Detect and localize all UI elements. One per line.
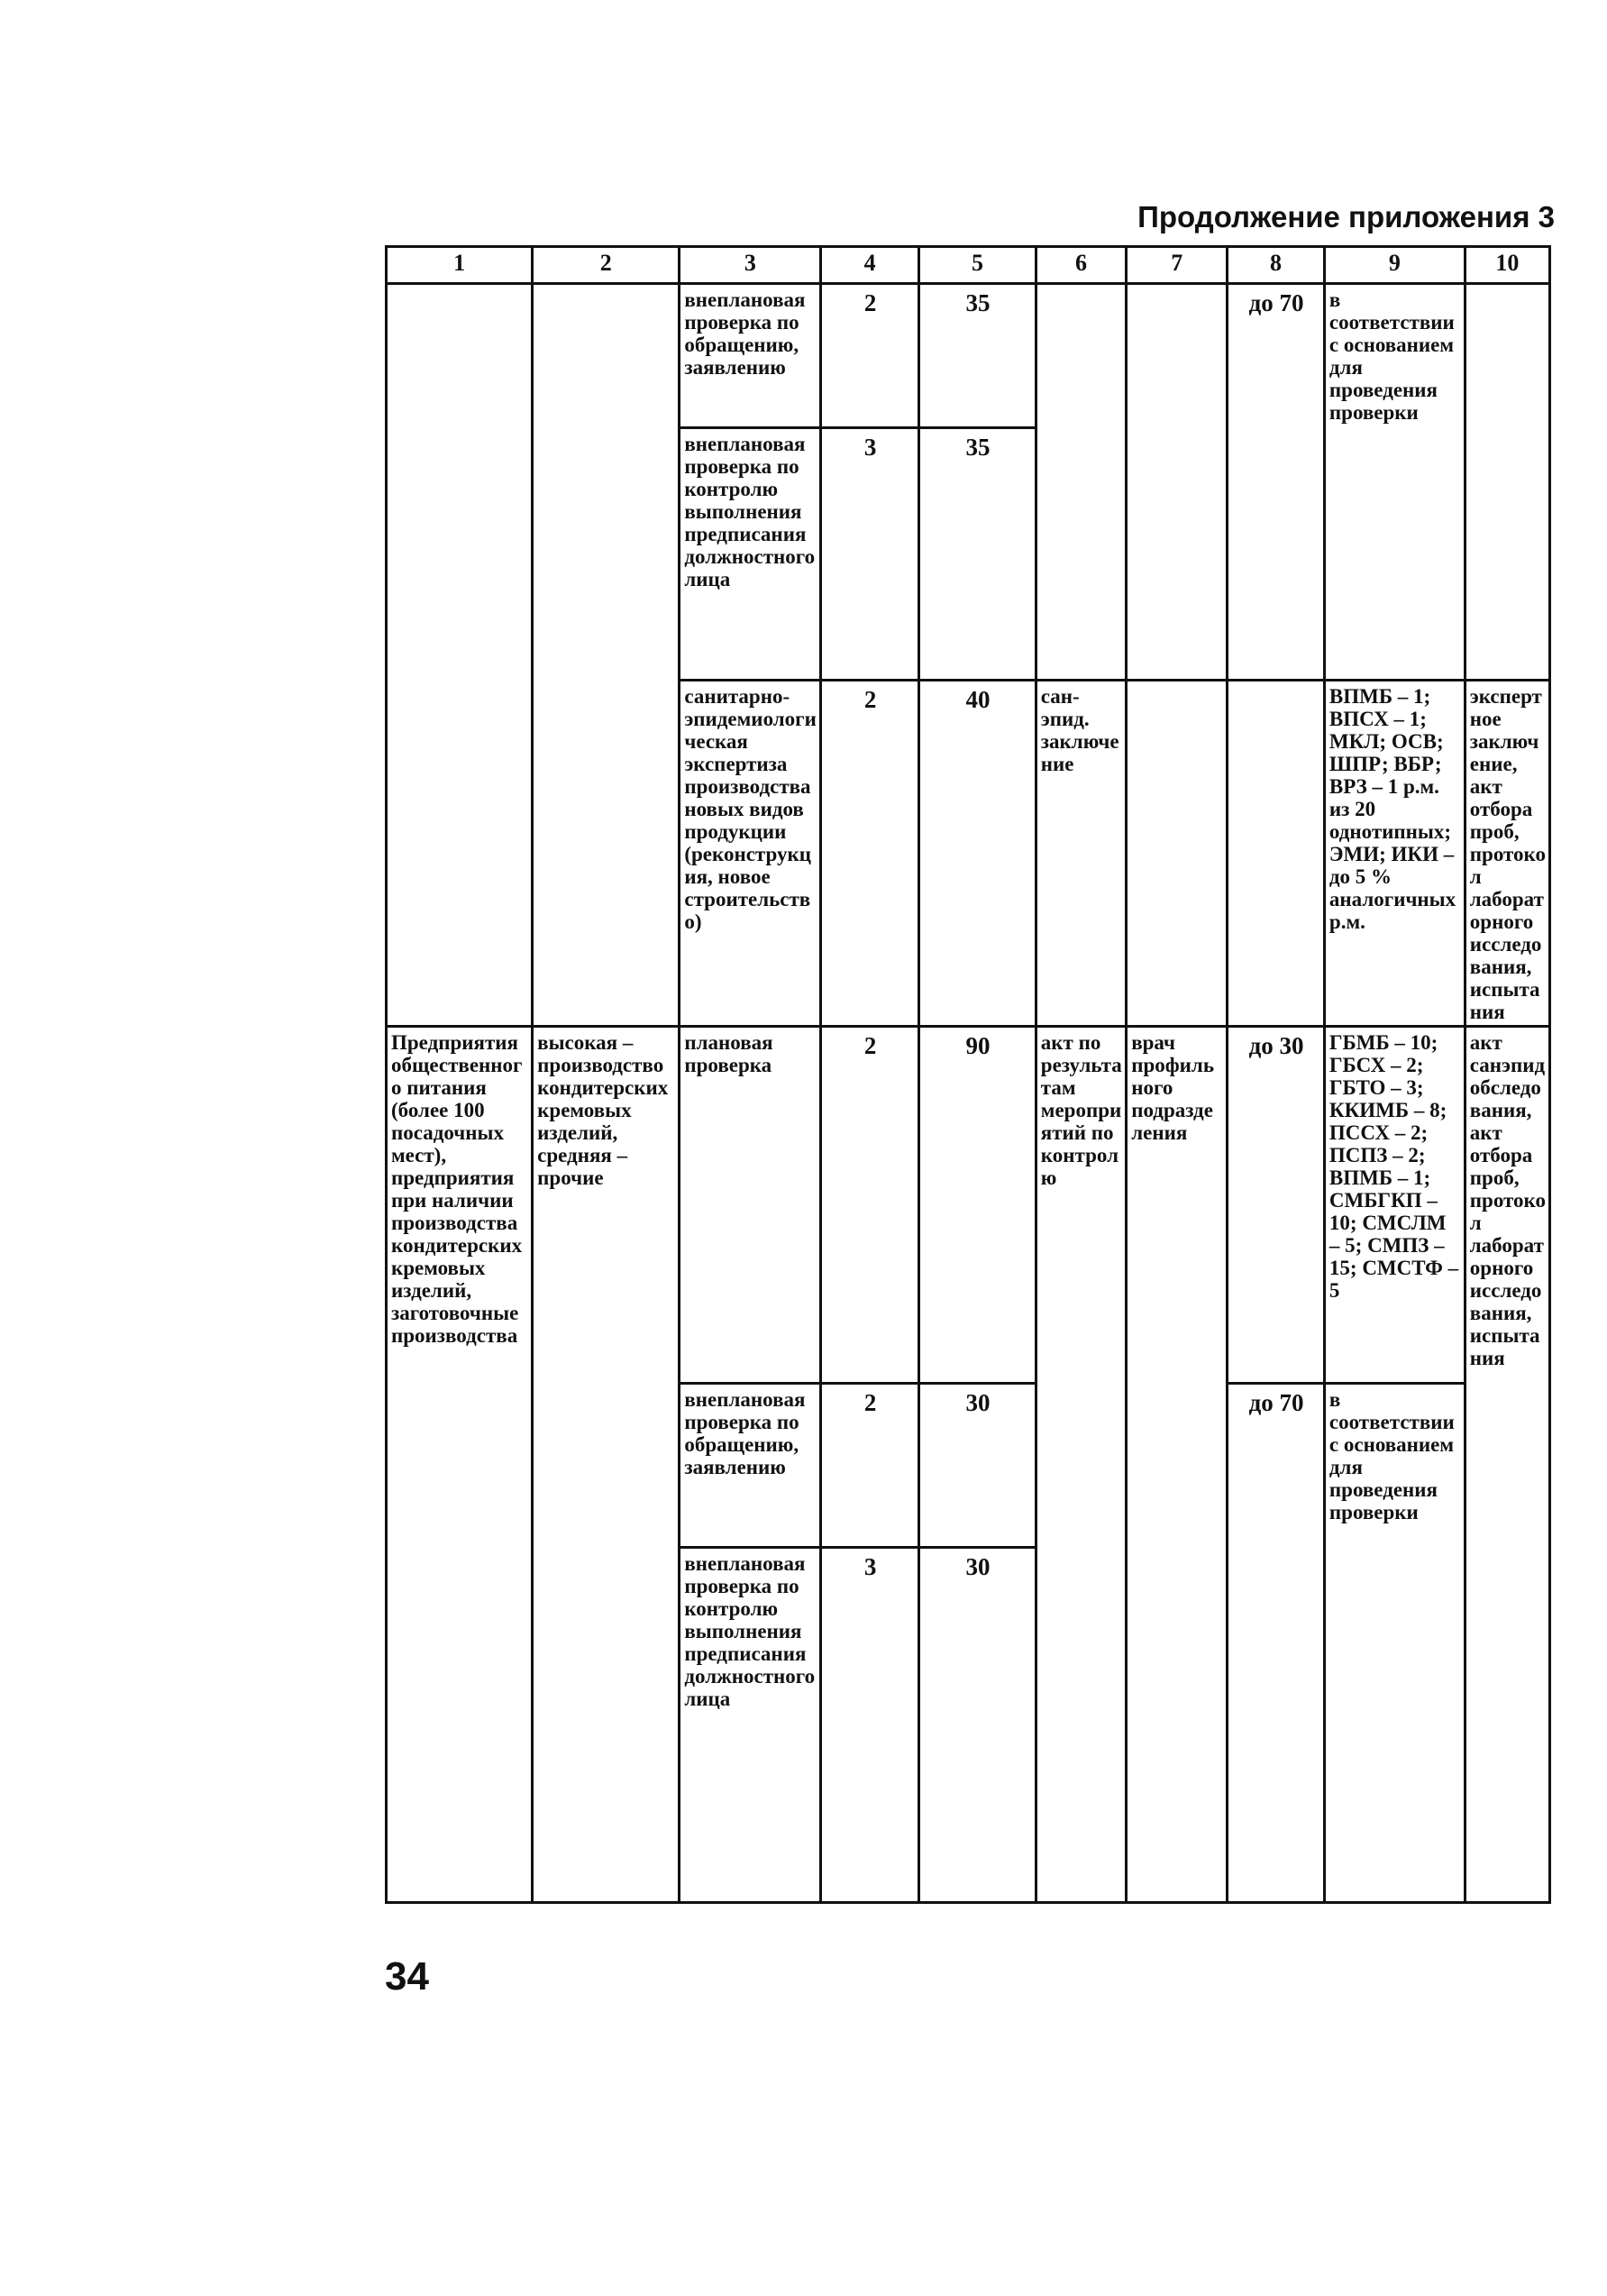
table-cell: экспертное заключение, акт отбора проб, протокол лабораторного исследования, испытания bbox=[1465, 681, 1549, 1027]
table-cell: 90 bbox=[919, 1027, 1036, 1384]
table-cell bbox=[1465, 284, 1549, 681]
inspection-table bbox=[385, 245, 1551, 1904]
table-cell bbox=[533, 284, 680, 1027]
table-cell: сан-эпид. заключение bbox=[1036, 681, 1126, 1027]
table-cell bbox=[387, 284, 533, 1027]
table-cell bbox=[1228, 681, 1325, 1027]
table-cell: 3 bbox=[821, 1548, 919, 1903]
table-cell: Предприятия общественного питания (более 100 посадочных мест), предприятия при наличии производства кондитерских кремовых изделий, заготовочные производства bbox=[387, 1027, 533, 1903]
table-cell: ГБМБ – 10; ГБСХ – 2; ГБТО – 3; ККИМБ – 8; ПССХ – 2; ПСПЗ – 2; ВПМБ – 1; СМБГКП – 10; СМСЛМ – 5; СМПЗ – 15; СМСТФ – 5 bbox=[1324, 1027, 1465, 1384]
column-header: 1 bbox=[387, 247, 533, 284]
table-cell: 3 bbox=[821, 428, 919, 681]
appendix-continuation-heading: Продолжение приложения 3 bbox=[1137, 200, 1555, 233]
table-cell bbox=[1127, 284, 1228, 681]
column-header: 6 bbox=[1036, 247, 1126, 284]
table-cell: в соответствии с основанием для проведения проверки bbox=[1324, 1384, 1465, 1903]
table-cell: внеплановая проверка по контролю выполнения предписания должностного лица bbox=[680, 1548, 821, 1903]
column-header: 5 bbox=[919, 247, 1036, 284]
column-header: 8 bbox=[1228, 247, 1325, 284]
table-cell: 2 bbox=[821, 681, 919, 1027]
table-cell: 30 bbox=[919, 1384, 1036, 1548]
column-header: 3 bbox=[680, 247, 821, 284]
table-cell: 2 bbox=[821, 1027, 919, 1384]
column-number-row bbox=[387, 247, 1550, 284]
column-header: 10 bbox=[1465, 247, 1549, 284]
column-header: 4 bbox=[821, 247, 919, 284]
table-cell: внеплановая проверка по обращению, заявлению bbox=[680, 284, 821, 428]
column-header: 9 bbox=[1324, 247, 1465, 284]
table-cell: акт по результатам мероприятий по контролю bbox=[1036, 1027, 1126, 1903]
table-cell: санитарно-эпидемиологическая экспертиза производства новых видов продукции (реконструкция, новое строительство) bbox=[680, 681, 821, 1027]
table-cell: плановая проверка bbox=[680, 1027, 821, 1384]
table-cell: ВПМБ – 1; ВПСХ – 1; МКЛ; ОСВ; ШПР; ВБР; ВРЗ – 1 р.м. из 20 однотипных; ЭМИ; ИКИ – до 5 % аналогичных р.м. bbox=[1324, 681, 1465, 1027]
table-cell: врач профильного подразделения bbox=[1127, 1027, 1228, 1903]
table-row bbox=[387, 284, 1550, 428]
table-cell: 30 bbox=[919, 1548, 1036, 1903]
table-cell: до 70 bbox=[1228, 284, 1325, 681]
table-cell: 2 bbox=[821, 284, 919, 428]
table-cell: до 70 bbox=[1228, 1384, 1325, 1903]
table-cell: внеплановая проверка по контролю выполнения предписания должностного лица bbox=[680, 428, 821, 681]
table-cell: до 30 bbox=[1228, 1027, 1325, 1384]
table-cell: внеплановая проверка по обращению, заявлению bbox=[680, 1384, 821, 1548]
table-cell: в соответствии с основанием для проведения проверки bbox=[1324, 284, 1465, 681]
table-cell: 40 bbox=[919, 681, 1036, 1027]
column-header: 7 bbox=[1127, 247, 1228, 284]
table-row bbox=[387, 1027, 1550, 1384]
page-number: 34 bbox=[385, 1954, 429, 1999]
table-cell: 2 bbox=[821, 1384, 919, 1548]
table-cell: 35 bbox=[919, 428, 1036, 681]
table-cell: акт санэпидобследования, акт отбора проб, протокол лабораторного исследования, испытания bbox=[1465, 1027, 1549, 1903]
table-cell bbox=[1127, 681, 1228, 1027]
column-header: 2 bbox=[533, 247, 680, 284]
table-cell: высокая – производство кондитерских кремовых изделий, средняя – прочие bbox=[533, 1027, 680, 1903]
table-cell: 35 bbox=[919, 284, 1036, 428]
table-cell bbox=[1036, 284, 1126, 681]
